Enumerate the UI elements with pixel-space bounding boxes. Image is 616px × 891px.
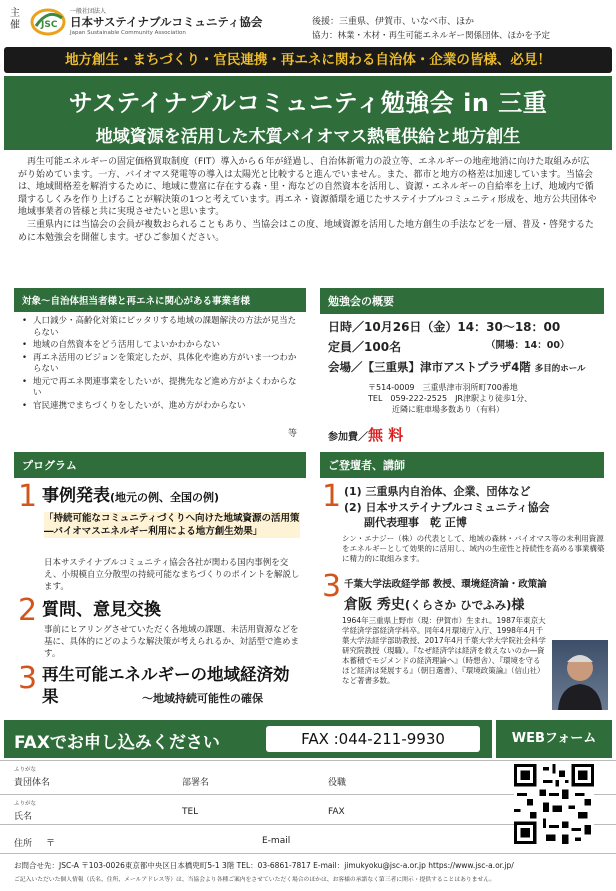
speaker-number: 1 xyxy=(322,479,342,514)
target-item: • 地域の自然資本をどう活用してよいかわからない xyxy=(22,340,302,352)
speaker-1-desc: シン・エナジー（株）の代表として、地域の森林・バイオマス等の未利用資源をエネルギーとして効果的に活用し、域内の生産性と持続性を高める事業構築に精力的に取組みます。 xyxy=(342,534,605,563)
overview-capacity: 定員／100名 xyxy=(328,340,402,354)
intro-paragraph: 再生可能エネルギーの固定価格買取制度（FIT）導入から６年が経過し、自治体新電力の設立等、エネルギーの地産地消に向けた取組みが広がり始めています。一方、バイオマス発電等の導入は太陽光と比較すると進んでいません。また、都市と地方の格差は加速しています。当協会は、地域間格差を解消するために、地域に豊富に存在する森・里・海などの自然資本を活用し、資源・エネルギーの自給率を上げ、地域内で循環するしくみを作り上げることが解決策の1つと考えています。再エネ・資源循環を通じたサステイナブルコミュニティ形成を、地方公共団体や地域事業者の皆様と共に実現させたいと思います。 xyxy=(18,157,597,218)
intro xyxy=(18,156,598,244)
org-logo xyxy=(30,6,66,38)
intro-paragraph: 三重県内には当協会の会員が複数おられることもあり、当協会はこの度、地域資源を活用した地方創生の手法などを一層、普及・啓発するために本勉強会を開催します。ぜひご参加ください。 xyxy=(18,219,595,243)
org-small: 一般社団法人 xyxy=(70,8,107,15)
tel-field-label: TEL xyxy=(182,807,199,817)
program-number: 3 xyxy=(18,661,38,696)
sponsors: 後援：三重県、伊賀市、いなべ市、ほか xyxy=(312,17,475,27)
overview-address: 〒514-0009 三重県津市羽所町700番地 TEL 059-222-2525 JR津駅より徒歩1分、 近隣に駐車場多数あり（有料） xyxy=(368,383,533,414)
furigana-label: ふりがな xyxy=(14,801,37,807)
title-band xyxy=(4,76,612,150)
speakers-title: ご登壇者、講師 xyxy=(320,452,604,478)
program-highlight: 「持続可能なコミュニティづくりへ向けた地域資源の活用策―バイオマスエネルギー利用による地方創生効果」 xyxy=(44,513,300,537)
leaf-logo-icon xyxy=(30,6,66,38)
postal-mark: 〒 xyxy=(46,839,56,849)
cooperation: 協力：林業・木材・再生可能エネルギー関係団体、ほかを予定 xyxy=(312,31,551,41)
target-list xyxy=(22,316,302,413)
fax-number-box xyxy=(266,726,480,752)
program-desc: 事前にヒアリングさせていただく各地域の課題、未活用資源などを基に、具体的にどのような解決策が考えられるか、対話型で進めます。 xyxy=(44,625,300,659)
program-item-title: 再生可能エネルギーの地域経済効果 xyxy=(42,665,290,706)
target-item: • 再エネ活用のビジョンを策定したが、具体化や進め方がいま一つわからない xyxy=(22,353,302,376)
footer-privacy: ご記入いただいた個人情報（氏名、住所、メールアドレス等）は、当協会より各種ご案内をさせていただく場合のほかは、お客様の承諾なく第三者に開示・提供することはありません。 xyxy=(14,877,496,883)
person-photo-icon xyxy=(552,640,608,710)
address-field-label: 住所 xyxy=(14,839,33,849)
role-field-label: 役職 xyxy=(328,778,347,788)
program-desc: 日本サステイナブルコミュニティ協会各社が関わる国内事例を交え、小規模自立分散型の持続可能なまちづくりのポイントを解説します。 xyxy=(44,558,300,592)
target-item: • 地元で再エネ関連事業をしたいが、提携先など進め方がよくわからない xyxy=(22,377,302,400)
footer-contact: お問合せ先：JSC-A 〒103-0026東京都中央区日本橋兜町5-1 3階 TEL：03-6861-7817 E-mail：jimukyoku@jsc-a.or.jp https://www.jsc-a.or.jp/ xyxy=(14,861,514,870)
program-item-title: 事例発表(地元の例、全国の例) xyxy=(42,486,220,506)
target-item: • 官民連携でまちづくりをしたいが、進め方がわからない xyxy=(22,401,302,413)
speaker-3-affil: 千葉大学法政経学部 教授、環境経済論・政策論 xyxy=(344,579,547,590)
tagline-text: 地方創生・まちづくり・官民連携・再エネに関わる自治体・企業の皆様、必見！ xyxy=(65,52,551,68)
target-item: • 人口減少・高齢化対策にピッタリする地域の課題解決の方法が見当たらない xyxy=(22,316,302,339)
qr-code-icon xyxy=(514,764,594,844)
overview-fee: 参加費／無 料 xyxy=(328,426,404,444)
speaker-photo xyxy=(552,640,608,710)
web-form-band xyxy=(496,720,612,758)
target-title: 対象～自治体担当者様と再エネに関心がある事業者様 xyxy=(14,288,306,312)
sub-title: 地域資源を活用した木質バイオマス熱電供給と地方創生 xyxy=(95,127,521,147)
furigana-label: ふりがな xyxy=(14,767,37,773)
target-etc: 等 xyxy=(288,429,298,439)
overview-venue: 会場／【三重県】津市アストプラザ4階 多目的ホール xyxy=(328,360,586,374)
overview-reception: （開場：14：00） xyxy=(486,340,570,351)
fax-band xyxy=(4,720,492,758)
svg-text:JSC: JSC xyxy=(41,20,58,30)
program-number: 1 xyxy=(18,479,38,514)
main-title: サステイナブルコミュニティ勉強会 in 三重 xyxy=(68,89,548,117)
speaker-1-lines: (1) 三重県内自治体、企業、団体など (2) 日本サステイナブルコミュニティ協会 副代表理事 乾 正博 xyxy=(344,485,550,529)
org-field-label: 貴団体名 xyxy=(14,778,51,788)
name-field-label: 氏名 xyxy=(14,812,33,822)
program-title: プログラム xyxy=(14,452,306,478)
overview-title: 勉強会の概要 xyxy=(320,288,604,314)
speaker-3-desc: 1964年三重県上野市（現：伊賀市）生まれ。1987年東京大学経済学部経済学科卒。同年4月環境庁入庁、1998年4月千葉大学法経学部助教授、2017年4月千葉大学大学院社会科学研究院教授（現職）。『なぜ経済学は経済を救えないのか―資本蓄積でモジメンドの経済理論へ』（時想舎）、『環境を守るほど経済は発展する』（朝日選書）、『環境政策論』（信山社）など著書多数。 xyxy=(342,616,546,685)
program-item-title: 質問、意見交換 xyxy=(42,600,161,620)
web-form-label[interactable]: WEBフォーム xyxy=(511,731,597,746)
program-item-sub: ～地域持続可能性の確保 xyxy=(142,692,263,705)
tagline-banner xyxy=(4,47,612,73)
org-en: Japan Sustainable Community Association xyxy=(70,30,186,36)
dept-field-label: 部署名 xyxy=(182,778,210,788)
email-field-label: E-mail xyxy=(262,836,291,846)
fax-label: FAXでお申し込みください xyxy=(14,733,220,753)
org-name: 日本サステイナブルコミュニティ協会 xyxy=(70,15,263,29)
program-number: 2 xyxy=(18,593,38,628)
qr-code[interactable] xyxy=(514,764,594,844)
organizer-label: 主催 xyxy=(10,8,20,31)
speaker-3-name: 倉阪 秀史(くらさか ひでふみ)様 xyxy=(344,597,525,613)
overview-datetime: 日時／10月26日（金）14：30～18：00 xyxy=(328,320,561,334)
fax-number: FAX :044-211-9930 xyxy=(301,730,445,748)
fax-field-label: FAX xyxy=(328,807,345,817)
speaker-number: 3 xyxy=(322,569,342,604)
